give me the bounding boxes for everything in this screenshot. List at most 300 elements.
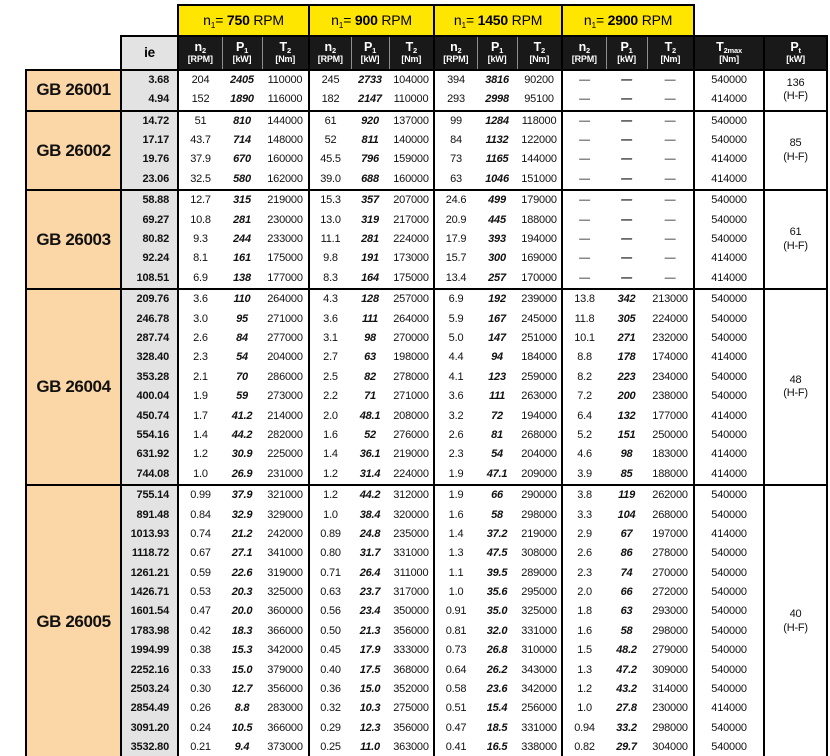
n2-value: 0.26 [190,702,211,715]
p1-value: 39.5 [486,566,508,579]
n2-value: 4.1 [448,370,464,383]
p1-value: 11.0 [360,741,380,754]
n2-value: 15.7 [445,252,467,265]
spec-row [26,289,827,309]
t2-value: 276000 [389,426,434,445]
p1-value: 32.0 [486,624,508,637]
p1-value: 164 [361,271,379,284]
n2-value: 3.6 [193,293,208,306]
n2-column-header: $n_2$ [RPM] [309,36,351,70]
p1-value: 63 [364,351,376,364]
t2-value: 188000 [647,465,694,485]
n2-value: 0.63 [320,586,341,599]
p1-value: 84 [236,332,248,344]
t2-value: 137000 [389,111,434,131]
p1-value: 1284 [485,114,509,127]
p1-value: 98 [364,332,376,344]
p1-value: 811 [361,134,379,147]
t2max-value: 540000 [694,111,764,131]
t2-value: 263000 [517,387,562,406]
ie-value: 287.74 [121,329,178,348]
ie-value: 328.40 [121,348,178,367]
spec-row [26,348,827,367]
p1-value: 94 [491,351,503,364]
ie-value: 246.78 [121,310,178,329]
t2max-value: 540000 [694,230,764,249]
t2-value: 314000 [647,680,694,699]
ie-value: 209.76 [121,289,178,309]
p1-value: 27.1 [231,547,253,560]
t2-value: 225000 [262,445,309,464]
t2-column-header: $T_2$ [Nm] [647,36,694,70]
t2max-value: 414000 [694,269,764,289]
n2-value: 2.6 [448,428,464,441]
p1-value: 21.3 [359,624,381,637]
p1-value: 111 [361,312,379,325]
p1-value: 23.4 [359,605,381,618]
t2-value: 325000 [262,583,309,602]
n2-value: 1.6 [323,428,338,441]
n2-value: 1.9 [193,390,208,403]
t2-value: 317000 [389,583,434,602]
t2-value: 363000 [389,738,434,756]
t2max-value: 414000 [694,525,764,544]
t2-column-header: $T_2$ [Nm] [262,36,309,70]
p1-value: 86 [620,547,633,560]
n2-value: 2.3 [193,351,208,364]
spec-row [26,485,827,505]
t2-value: 224000 [647,310,694,329]
t2-value: 338000 [517,738,562,756]
n2-value: 84 [450,134,462,147]
p1-value: 15.0 [231,663,253,676]
t2-value: 95100 [517,90,562,110]
p1-value: 111 [488,390,506,403]
t2-value: 184000 [517,348,562,367]
n2-value: — [579,252,590,265]
t2-value: — [647,190,694,210]
t2-value: 232000 [647,329,694,348]
t2-value: 268000 [647,506,694,525]
p1-value: 192 [488,293,506,306]
n2-value: 2.6 [577,547,592,560]
n2-value: 32.5 [190,172,211,185]
t2-value: 356000 [389,719,434,738]
n2-value: 0.21 [190,741,211,754]
spec-row [26,269,827,289]
p1-value: 54 [236,351,248,364]
p1-value: — [621,153,632,166]
n2-value: 0.94 [574,721,595,734]
n2-value: 3.8 [577,489,592,502]
spec-row [26,622,827,641]
n2-column-header: $n_2$ [RPM] [178,36,222,70]
ie-value: 1601.54 [121,603,178,622]
p1-value: 191 [361,252,379,265]
ie-value: 108.51 [121,269,178,289]
n2-value: — [579,271,590,284]
t2-value: 304000 [647,738,694,756]
t2-value: 342000 [517,680,562,699]
speed-header-750: $n_1= 750$ RPM [178,5,309,36]
p1-value: 281 [361,233,379,246]
t2max-value: 540000 [694,485,764,505]
p1-value: 54 [491,448,503,461]
t2-value: 331000 [517,719,562,738]
ie-value: 1994.99 [121,641,178,660]
t2-value: 264000 [389,310,434,329]
ie-value: 14.72 [121,111,178,131]
t2-value: 197000 [647,525,694,544]
p1-value: 281 [233,213,251,226]
t2-value: 177000 [647,407,694,426]
t2-value: — [647,230,694,249]
p1-value: 26.2 [486,663,508,676]
p1-value: 9.4 [234,741,250,754]
ie-value: 1783.98 [121,622,178,641]
spec-row [26,151,827,170]
t2-value: 235000 [389,525,434,544]
t2-value: 213000 [647,289,694,309]
p1-value: 12.7 [231,683,253,696]
p1-value: 37.2 [486,527,508,540]
model-group-gb-26003 [26,190,827,289]
p1-value: — [621,213,632,226]
t2-value: 175000 [389,269,434,289]
ie-value: 23.06 [121,170,178,190]
n2-value: 0.58 [445,683,467,696]
t2-value: 271000 [262,310,309,329]
p1-value: 48.1 [359,409,381,422]
t2-value: 148000 [262,131,309,150]
p1-value: 223 [617,370,636,383]
n2-value: 3.9 [577,467,592,480]
t2-value: 251000 [517,329,562,348]
p1-value: 81 [491,428,503,441]
spec-row [26,544,827,563]
t2-value: 179000 [517,190,562,210]
t2max-value: 414000 [694,170,764,190]
n2-value: 182 [321,93,340,106]
ie-value: 69.27 [121,211,178,230]
ie-value: 3532.80 [121,738,178,756]
n2-value: 0.71 [320,566,341,579]
p1-value: 24.8 [359,527,381,540]
n2-value: 4.6 [577,448,592,461]
t2-value: 188000 [517,211,562,230]
t2-value: 214000 [262,407,309,426]
n2-column-header: $n_2$ [RPM] [434,36,477,70]
model-label: GB 26004 [26,289,121,485]
p1-value: 1165 [485,153,509,166]
spec-row [26,661,827,680]
t2-value: 160000 [262,151,309,170]
p1-value: 580 [233,172,251,185]
n2-value: 17.9 [445,233,467,246]
t2max-value: 414000 [694,407,764,426]
n2-value: 0.38 [190,644,211,657]
n2-value: 2.1 [193,370,208,383]
t2-value: 250000 [647,426,694,445]
spec-row [26,310,827,329]
n2-value: 37.9 [190,153,211,166]
spec-row [26,603,827,622]
t2-value: 290000 [517,485,562,505]
t2max-value: 540000 [694,719,764,738]
p1-value: 132 [617,409,636,422]
p1-value: 70 [236,370,248,383]
t2max-value: 540000 [694,622,764,641]
t2-value: 319000 [262,564,309,583]
t2-value: 245000 [517,310,562,329]
n2-value: — [579,153,590,166]
pt-value [764,485,827,756]
p1-value: 1046 [485,172,509,185]
p1-value: 71 [364,390,376,403]
p1-value: 300 [488,252,506,265]
p1-value: 1132 [485,134,509,147]
p1-value: 32.9 [231,508,253,521]
p1-value: — [621,252,632,265]
p1-value: 10.3 [359,702,381,715]
n2-value: — [579,194,590,207]
n2-value: 0.84 [190,508,211,521]
t2-value: 277000 [262,329,309,348]
n2-value: 9.3 [193,233,208,246]
n2-value: 20.9 [445,213,467,226]
t2max-value: 540000 [694,583,764,602]
n2-value: 1.1 [448,566,464,579]
p1-value: 20.0 [231,605,253,618]
p1-value: 31.7 [359,547,381,560]
n2-value: 0.67 [190,547,211,560]
p1-value: 63 [620,605,633,618]
t2-value: 368000 [389,661,434,680]
ie-value: 19.76 [121,151,178,170]
p1-value: 123 [488,370,506,383]
ie-value: 17.17 [121,131,178,150]
n2-value: — [579,134,590,147]
n2-value: 8.2 [577,370,592,383]
p1-value: 15.0 [359,683,381,696]
spec-row [26,583,827,602]
p1-value: 393 [488,233,506,246]
spec-row [26,111,827,131]
n2-value: 293 [447,93,465,106]
n2-value: 0.74 [190,527,211,540]
n2-value: 0.40 [320,663,341,676]
p1-value: 33.2 [616,721,637,734]
p1-value: 12.3 [359,721,381,734]
top-left-blank [26,5,178,36]
spec-row [26,465,827,485]
pt-note: (H-F) [783,621,808,634]
n2-value: 73 [450,153,462,166]
spec-row [26,426,827,445]
n2-value: 5.2 [577,428,592,441]
p1-value: 43.2 [616,683,637,696]
t2-value: 209000 [517,465,562,485]
p1-value: — [621,134,632,147]
speed-header-900: $n_1= 900$ RPM [309,5,434,36]
t2-value: 204000 [262,348,309,367]
p1-value: 72 [491,409,503,422]
spec-row [26,211,827,230]
t2-value: 321000 [262,485,309,505]
t2-value: 356000 [262,680,309,699]
n2-value: 0.47 [190,605,211,618]
t2-value: 264000 [262,289,309,309]
p1-value: 58 [491,508,503,521]
ie-value: 2503.24 [121,680,178,699]
n2-value: 6.9 [448,293,464,306]
t2max-value: 414000 [694,445,764,464]
n2-value: — [579,73,590,86]
t2-value: 144000 [262,111,309,131]
t2-value: 238000 [647,387,694,406]
t2-value: 170000 [517,269,562,289]
ie-value: 80.82 [121,230,178,249]
ie-value: 58.88 [121,190,178,210]
model-group-gb-26002 [26,111,827,191]
n2-value: 8.3 [323,271,338,284]
t2-value: 151000 [517,170,562,190]
ie-value: 1426.71 [121,583,178,602]
p1-value: — [621,73,632,86]
p1-value: 95 [236,312,248,325]
p1-value: 670 [233,153,251,166]
n2-value: — [579,172,590,185]
gearbox-ratings-table [25,4,828,756]
p1-value: 167 [488,312,506,325]
p1-value: 2998 [485,93,509,106]
p1-value: 3816 [485,73,509,86]
t2-value: — [647,250,694,269]
n2-value: 0.80 [320,547,341,560]
n2-value: 4.4 [448,351,464,364]
n2-value: 13.0 [320,213,341,226]
t2-value: 177000 [262,269,309,289]
p1-value: 26.4 [359,566,381,579]
pt-value [764,111,827,191]
t2-value: 356000 [389,622,434,641]
p1-value: 44.2 [231,428,253,441]
n2-value: 0.41 [445,741,467,754]
ie-value: 891.48 [121,506,178,525]
n2-value: 3.0 [193,312,208,325]
p1-value: 30.9 [231,448,253,461]
p1-value: 688 [361,172,379,185]
t2-value: 174000 [647,348,694,367]
p1-value: 23.7 [359,586,381,599]
ie-value: 1013.93 [121,525,178,544]
t2-value: 286000 [262,368,309,387]
p1-value: 66 [620,586,633,599]
p1-value: 15.4 [486,702,508,715]
t2-value: — [647,269,694,289]
t2-value: 331000 [517,622,562,641]
n2-value: 245 [321,73,340,86]
p1-value: 74 [620,566,633,579]
pt-note: (H-F) [783,90,808,103]
t2-value: 311000 [389,564,434,583]
n2-value: 0.45 [320,644,341,657]
p1-value: 8.8 [234,702,250,715]
t2-value: 198000 [389,348,434,367]
ie-value: 554.16 [121,426,178,445]
n2-value: 9.8 [323,252,338,265]
p1-value: 48.2 [616,644,637,657]
t2-value: 270000 [647,564,694,583]
spec-row [26,368,827,387]
p1-value: 2147 [358,93,382,106]
n2-value: 1.5 [577,644,592,657]
n2-value: 2.0 [323,409,338,422]
speed-header-1450: $n_1= 1450$ RPM [434,5,562,36]
ie-value: 2854.49 [121,700,178,719]
t2-value: 308000 [517,544,562,563]
p1-value: — [621,194,632,207]
t2max-column-header: $T_{2max}$ [Nm] [694,36,764,70]
n2-value: 5.0 [448,332,464,344]
n2-value: 10.8 [190,213,211,226]
t2-value: 333000 [389,641,434,660]
pt-number: 61 [789,226,802,239]
n2-value: 0.59 [190,566,211,579]
t2-value: 283000 [262,700,309,719]
t2-value: 293000 [647,603,694,622]
p1-value: 20.3 [231,586,253,599]
p1-value: 47.5 [486,547,508,560]
t2-value: 278000 [389,368,434,387]
t2-value: 295000 [517,583,562,602]
ie-value: 353.28 [121,368,178,387]
t2max-value: 540000 [694,544,764,563]
n2-value: 1.0 [448,586,464,599]
n2-value: 0.53 [190,586,211,599]
p1-value: 128 [361,293,379,306]
model-group-gb-26004 [26,289,827,485]
t2-value: 312000 [389,485,434,505]
pt-value [764,70,827,111]
t2max-value: 414000 [694,700,764,719]
t2-value: — [647,90,694,110]
t2-value: 341000 [262,544,309,563]
p1-value: 15.3 [231,644,253,657]
n2-value: 52 [324,134,337,147]
t2max-value: 540000 [694,70,764,90]
t2-value: 208000 [389,407,434,426]
t2-value: 350000 [389,603,434,622]
pt-value [764,289,827,485]
t2-column-header: $T_2$ [Nm] [517,36,562,70]
n2-value: 0.50 [320,624,341,637]
p1-value: 119 [618,489,636,502]
n2-value: 1.3 [577,663,592,676]
spec-row [26,525,827,544]
ie-value: 92.24 [121,250,178,269]
spec-row [26,719,827,738]
pt-note: (H-F) [783,239,808,252]
p1-value: 147 [488,332,506,344]
p1-column-header: $P_1$ [kW] [351,36,389,70]
t2max-value: 414000 [694,151,764,170]
t2-value: 373000 [262,738,309,756]
t2-value: 360000 [262,603,309,622]
n2-value: 2.7 [323,351,338,364]
t2-value: 217000 [389,211,434,230]
n2-value: 0.64 [445,663,467,676]
